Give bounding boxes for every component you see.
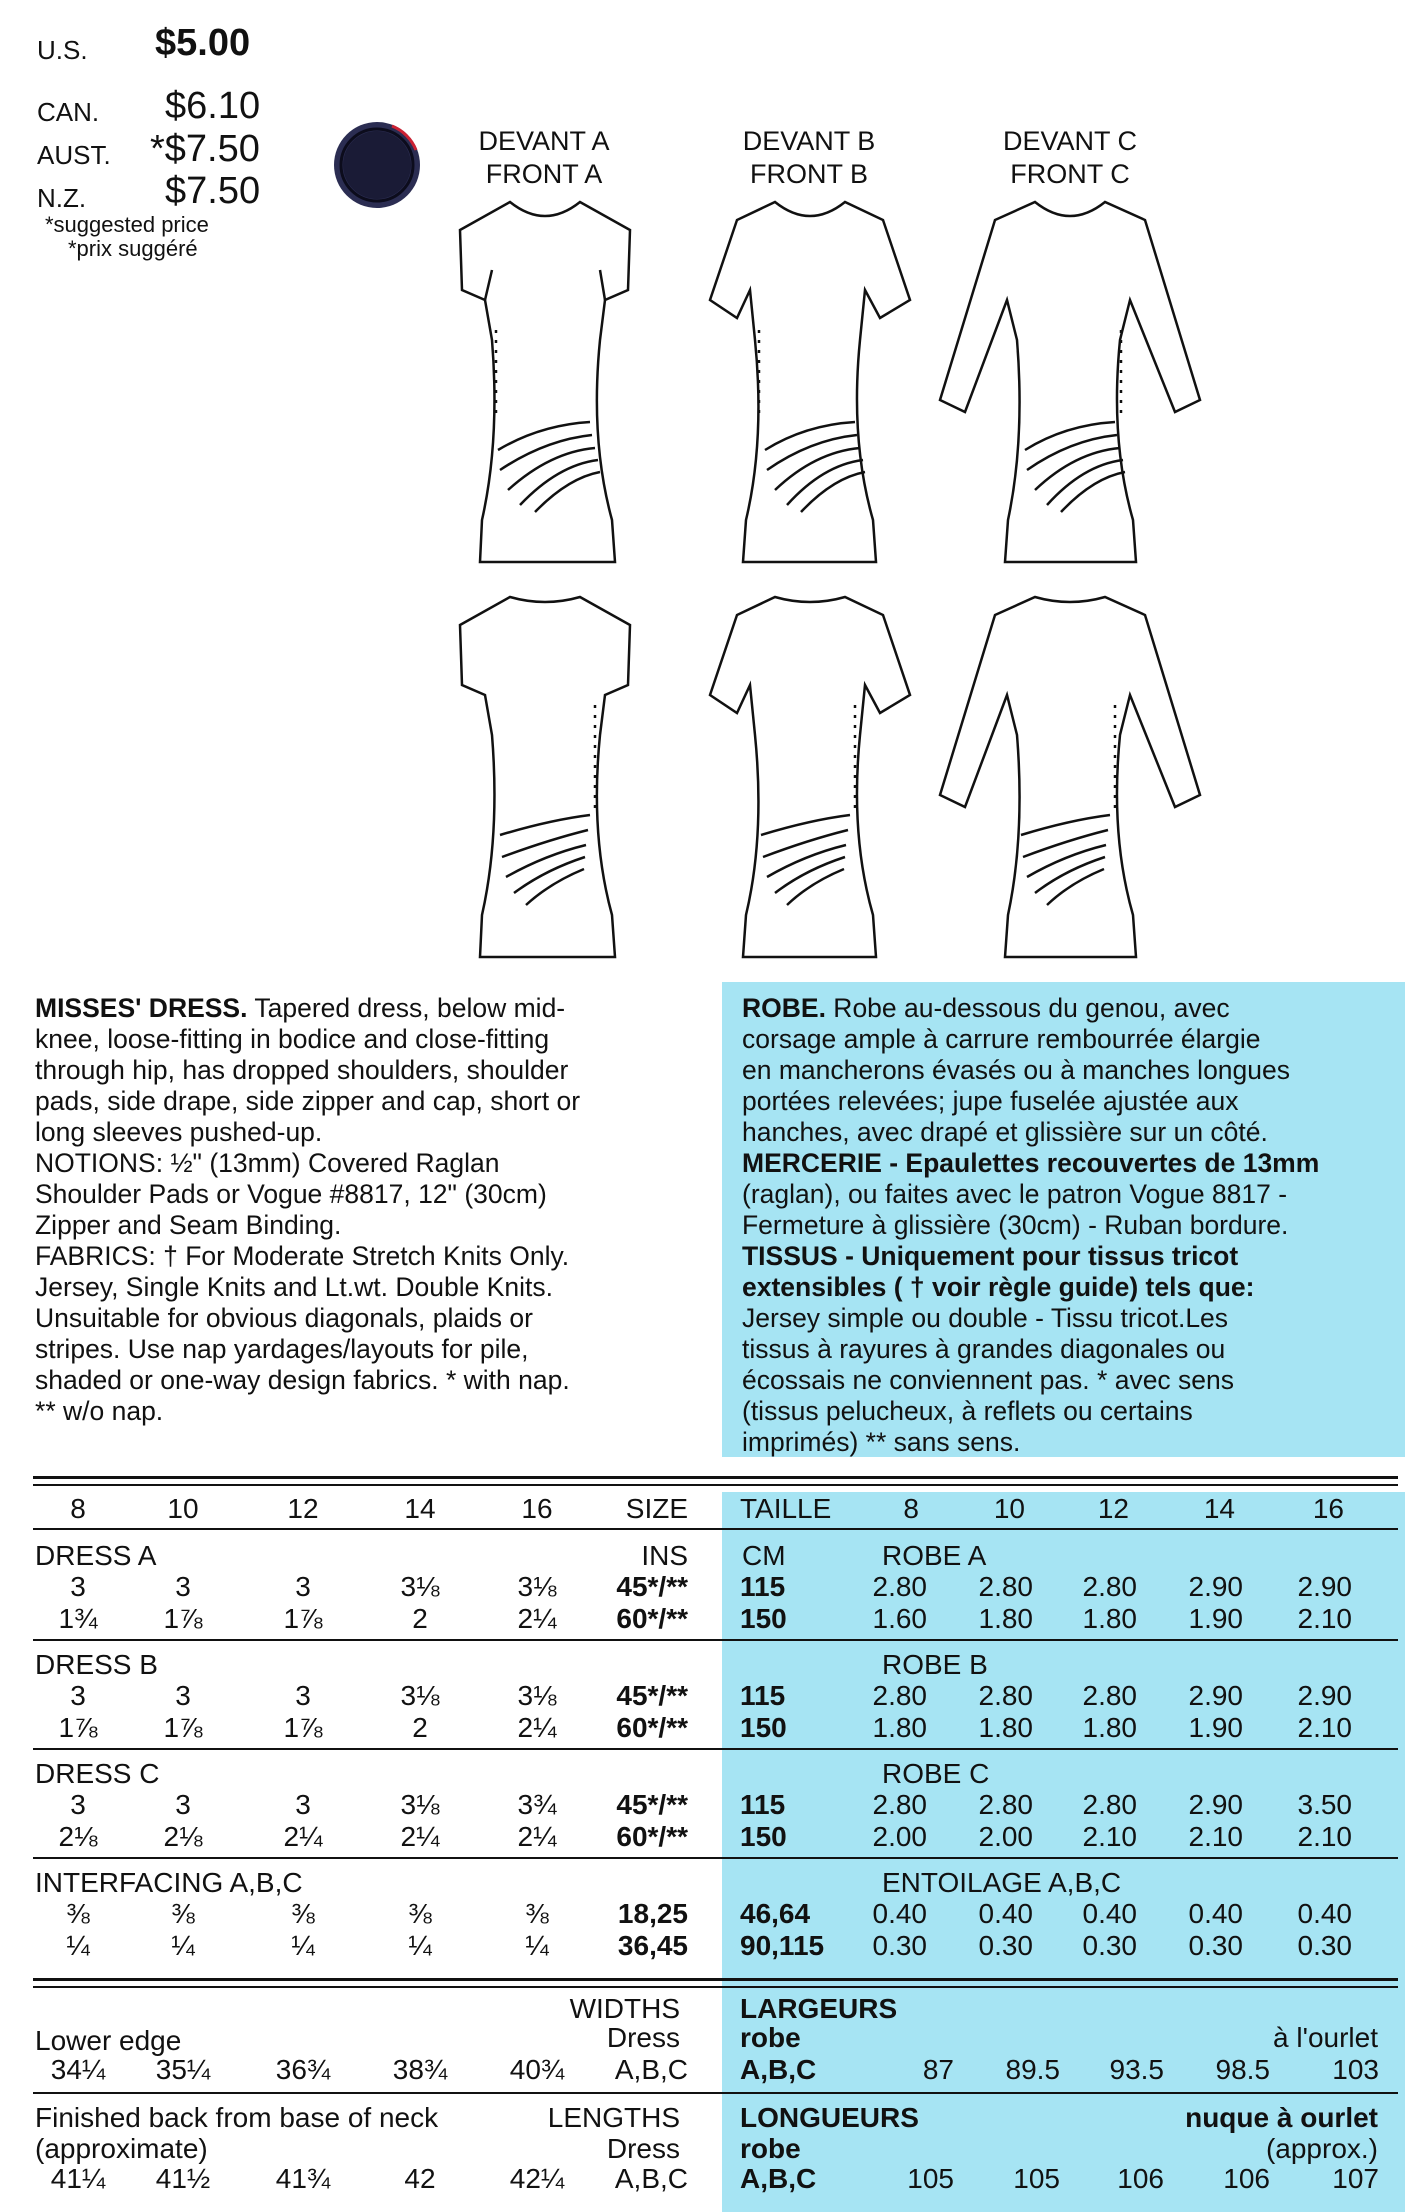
ins-value: ⅜ [525, 1898, 549, 1929]
length-in-value: 42 [404, 2163, 436, 2194]
fabric-width-in: 18,25 [617, 1898, 688, 1929]
widths-views: A,B,C [614, 2054, 688, 2085]
metre-value: 1.90 [1188, 1603, 1243, 1634]
english-line: pads, side drape, side zipper and cap, short or [35, 1086, 581, 1116]
ins-value: 3 [295, 1680, 311, 1711]
length-cm-value: 105 [907, 2163, 954, 2194]
metre-value: 0.30 [1082, 1930, 1137, 1961]
length-cm-value: 106 [1223, 2163, 1270, 2194]
approximate-label: (approximate) [35, 2133, 208, 2164]
width-cm-value: 93.5 [1109, 2054, 1164, 2085]
metre-value: 3.50 [1297, 1789, 1352, 1820]
widths-rule-inner [33, 1986, 1398, 1988]
widths-robe-label: robe [740, 2022, 801, 2053]
fabric-width-cm: 90,115 [740, 1930, 825, 1961]
button-swatch-icon [332, 120, 422, 210]
ins-value: 3⅛ [517, 1680, 557, 1711]
ins-value: 2¼ [517, 1821, 557, 1852]
metre-value: 2.80 [872, 1571, 927, 1602]
dress-a-front-illustration [440, 190, 650, 570]
metre-value: 1.80 [1082, 1603, 1137, 1634]
largeurs-label: LARGEURS [740, 1993, 898, 2024]
french-line: Fermeture à glissière (30cm) - Ruban bordure. [742, 1210, 1289, 1240]
fabric-width-cm: 150 [740, 1821, 787, 1852]
length-in-value: 41½ [155, 2163, 211, 2194]
metre-value: 0.40 [872, 1898, 927, 1929]
header-rule [33, 1528, 1398, 1530]
section-title-fr: ROBE C [882, 1758, 990, 1789]
taille-label: TAILLE [740, 1493, 832, 1524]
section-title-fr: ENTOILAGE A,B,C [882, 1867, 1122, 1898]
cm-label: CM [742, 1540, 786, 1571]
ins-value: ⅜ [291, 1898, 315, 1929]
fabric-width-cm: 150 [740, 1712, 787, 1743]
french-line: extensibles ( † voir règle guide) tels que: [742, 1272, 1255, 1302]
fabric-width-cm: 115 [740, 1680, 786, 1711]
ins-value: 1⅞ [163, 1712, 203, 1743]
figure-b-label [699, 125, 919, 191]
widths-dress-label: Dress [606, 2022, 680, 2053]
english-line: shaded or one-way design fabrics. * with nap. [35, 1365, 570, 1395]
taille-header: 14 [1203, 1493, 1235, 1524]
section-rule [33, 1857, 1398, 1859]
longueurs-label: LONGUEURS [740, 2102, 919, 2133]
ins-value: ⅜ [66, 1898, 90, 1929]
metre-value: 2.80 [978, 1571, 1033, 1602]
length-in-value: 41¼ [50, 2163, 106, 2194]
ins-value: ⅜ [171, 1898, 195, 1929]
width-in-value: 36¾ [275, 2054, 331, 2085]
english-line: FABRICS: † For Moderate Stretch Knits Only. [35, 1241, 570, 1271]
fabric-width-in: 45*/** [616, 1789, 688, 1820]
devant-c-label: DEVANT C [1002, 126, 1138, 156]
french-line: (tissus pelucheux, à reflets ou certains [742, 1396, 1193, 1426]
english-title: MISSES' DRESS. [35, 993, 248, 1023]
section-rule [33, 1639, 1398, 1641]
size-label: SIZE [625, 1493, 688, 1524]
lengths-label: LENGTHS [547, 2102, 680, 2133]
french-line: corsage ample à carrure rembourrée élargie [742, 1024, 1261, 1054]
ins-value: 3 [175, 1571, 191, 1602]
french-line: tissus à rayures à grandes diagonales ou [742, 1334, 1226, 1364]
metre-value: 0.30 [1188, 1930, 1243, 1961]
metre-value: 0.40 [978, 1898, 1033, 1929]
english-description [35, 993, 580, 1427]
ins-value: 2 [412, 1603, 428, 1634]
metre-value: 1.80 [978, 1712, 1033, 1743]
width-cm-value: 103 [1332, 2054, 1379, 2085]
english-line: Unsuitable for obvious diagonals, plaids or [35, 1303, 533, 1333]
finished-back-label: Finished back from base of neck [35, 2102, 439, 2133]
section-title-fr: ROBE A [882, 1540, 987, 1571]
french-line: écossais ne conviennent pas. * avec sens [742, 1365, 1235, 1395]
ins-value: 1¾ [58, 1603, 98, 1634]
devant-b-label: DEVANT B [742, 126, 876, 156]
taille-header: 12 [1097, 1493, 1129, 1524]
section-title-en: INTERFACING A,B,C [35, 1867, 303, 1898]
metre-value: 2.90 [1297, 1571, 1352, 1602]
section-title-en: DRESS A [35, 1540, 157, 1571]
length-cm-value: 106 [1117, 2163, 1164, 2194]
length-in-value: 42¼ [509, 2163, 565, 2194]
fabric-width-cm: 115 [740, 1789, 786, 1820]
metre-value: 0.30 [1297, 1930, 1352, 1961]
metre-value: 2.90 [1297, 1680, 1352, 1711]
metre-value: 0.30 [872, 1930, 927, 1961]
size-header: 10 [167, 1493, 199, 1524]
widths-views-fr: A,B,C [740, 2054, 817, 2085]
english-line: Tapered dress, below mid- [247, 993, 566, 1023]
ins-value: 3 [70, 1680, 86, 1711]
price-nz: $7.50 [165, 170, 261, 212]
ins-value: 3 [175, 1680, 191, 1711]
french-line: imprimés) ** sans sens. [742, 1427, 1021, 1457]
metre-value: 0.40 [1188, 1898, 1243, 1929]
front-b-label: FRONT B [749, 159, 868, 189]
section-title-en: DRESS B [35, 1649, 158, 1680]
fabric-width-in: 60*/** [616, 1712, 688, 1743]
front-a-label: FRONT A [485, 159, 603, 189]
table-top-rule-inner [33, 1484, 1398, 1486]
taille-header: 10 [993, 1493, 1025, 1524]
size-header: 14 [404, 1493, 436, 1524]
price-label-can: CAN. [37, 97, 100, 127]
english-line: knee, loose-fitting in bodice and close-fitting [35, 1024, 550, 1054]
fabric-width-in: 45*/** [616, 1680, 688, 1711]
suggested-price-note: *suggested price [45, 212, 209, 237]
fabric-width-in: 45*/** [616, 1571, 688, 1602]
french-line: portées relevées; jupe fuselée ajustée aux [742, 1086, 1239, 1116]
metre-value: 1.60 [872, 1603, 927, 1634]
ins-value: 2¼ [400, 1821, 440, 1852]
ins-value: 2¼ [517, 1603, 557, 1634]
metre-value: 2.10 [1297, 1603, 1352, 1634]
english-line: ** w/o nap. [35, 1396, 164, 1426]
metre-value: 2.90 [1188, 1571, 1243, 1602]
width-cm-value: 89.5 [1005, 2054, 1060, 2085]
metre-value: 2.80 [978, 1680, 1033, 1711]
ins-value: ¼ [171, 1930, 195, 1961]
ins-value: 3⅛ [400, 1680, 440, 1711]
figure-a-label [434, 125, 654, 191]
section-title-en: DRESS C [35, 1758, 160, 1789]
metre-value: 2.90 [1188, 1680, 1243, 1711]
section-title-fr: ROBE B [882, 1649, 988, 1680]
price-label-aust: AUST. [37, 140, 111, 170]
lengths-rule [33, 2092, 1398, 2094]
metre-value: 2.10 [1082, 1821, 1137, 1852]
metre-value: 0.30 [978, 1930, 1033, 1961]
ins-value: ¼ [66, 1930, 90, 1961]
ins-value: 3⅛ [517, 1571, 557, 1602]
lengths-views-fr: A,B,C [740, 2163, 817, 2194]
ins-value: 3 [175, 1789, 191, 1820]
dress-c-back-illustration [925, 585, 1215, 965]
english-line: stripes. Use nap yardages/layouts for pile, [35, 1334, 529, 1364]
english-line: Shoulder Pads or Vogue #8817, 12" (30cm) [35, 1179, 547, 1209]
price-can: $6.10 [165, 85, 261, 127]
metre-value: 1.80 [978, 1603, 1033, 1634]
french-line: Jersey simple ou double - Tissu tricot.Les [742, 1303, 1229, 1333]
approx-fr-label: (approx.) [1265, 2133, 1378, 2164]
price-aust: *$7.50 [150, 128, 260, 170]
french-line: en mancherons évasés ou à manches longues [742, 1055, 1291, 1085]
metre-value: 2.10 [1188, 1821, 1243, 1852]
english-line: through hip, has dropped shoulders, shoulder [35, 1055, 569, 1085]
french-line: TISSUS - Uniquement pour tissus tricot [742, 1241, 1239, 1271]
ins-value: 2¼ [517, 1712, 557, 1743]
dress-b-front-illustration [705, 190, 915, 570]
french-line: (raglan), ou faites avec le patron Vogue 8817 - [742, 1179, 1288, 1209]
ins-value: ¼ [291, 1930, 315, 1961]
ins-value: 1⅞ [163, 1603, 203, 1634]
dress-c-front-illustration [925, 190, 1215, 570]
table-top-rule [33, 1476, 1398, 1479]
french-line: MERCERIE - Epaulettes recouvertes de 13mm [742, 1148, 1320, 1178]
prix-suggere-note: *prix suggéré [68, 236, 198, 261]
ins-value: 3⅛ [400, 1571, 440, 1602]
price-label-us: U.S. [37, 35, 88, 65]
width-in-value: 35¼ [155, 2054, 211, 2085]
length-cm-value: 107 [1332, 2163, 1379, 2194]
french-title: ROBE. [742, 993, 826, 1023]
metre-value: 2.80 [1082, 1571, 1137, 1602]
width-in-value: 38¾ [392, 2054, 448, 2085]
metre-value: 2.10 [1297, 1712, 1352, 1743]
width-in-value: 34¼ [50, 2054, 106, 2085]
ins-label: INS [641, 1540, 688, 1571]
dress-a-back-illustration [440, 585, 650, 965]
section-rule [33, 1748, 1398, 1750]
metre-value: 2.80 [1082, 1680, 1137, 1711]
ins-value: 2 [412, 1712, 428, 1743]
english-line: NOTIONS: ½" (13mm) Covered Raglan [35, 1148, 500, 1178]
front-c-label: FRONT C [1010, 159, 1130, 189]
ins-value: 3 [295, 1789, 311, 1820]
width-cm-value: 98.5 [1215, 2054, 1270, 2085]
ourlet-label: à l'ourlet [1273, 2022, 1378, 2053]
english-line: long sleeves pushed-up. [35, 1117, 323, 1147]
ins-value: 2¼ [283, 1821, 323, 1852]
metre-value: 1.80 [1082, 1712, 1137, 1743]
metre-value: 1.80 [872, 1712, 927, 1743]
metre-value: 2.80 [872, 1789, 927, 1820]
dress-b-back-illustration [705, 585, 915, 965]
figure-c-label [960, 125, 1180, 191]
english-line: Jersey, Single Knits and Lt.wt. Double Knits. [35, 1272, 553, 1302]
metre-value: 2.00 [872, 1821, 927, 1852]
fabric-width-cm: 150 [740, 1603, 787, 1634]
ins-value: 3 [70, 1789, 86, 1820]
length-in-value: 41¾ [275, 2163, 331, 2194]
fabric-width-cm: 46,64 [740, 1898, 811, 1929]
metre-value: 2.00 [978, 1821, 1033, 1852]
metre-value: 0.40 [1082, 1898, 1137, 1929]
size-header: 16 [521, 1493, 553, 1524]
metre-value: 2.90 [1188, 1789, 1243, 1820]
width-cm-value: 87 [922, 2054, 954, 2085]
nuque-label: nuque à ourlet [1185, 2102, 1378, 2133]
french-line: hanches, avec drapé et glissière sur un côté. [742, 1117, 1268, 1147]
ins-value: 1⅞ [58, 1712, 98, 1743]
lower-edge-label: Lower edge [35, 2025, 182, 2056]
fabric-width-in: 60*/** [616, 1603, 688, 1634]
fabric-width-in: 60*/** [616, 1821, 688, 1852]
metre-value: 2.10 [1297, 1821, 1352, 1852]
taille-header: 16 [1312, 1493, 1344, 1524]
ins-value: 1⅞ [283, 1603, 323, 1634]
widths-rule [33, 1978, 1398, 1981]
lengths-dress-label: Dress [606, 2133, 680, 2164]
width-in-value: 40¾ [509, 2054, 565, 2085]
taille-header: 8 [903, 1493, 919, 1524]
fabric-width-cm: 115 [740, 1571, 786, 1602]
length-cm-value: 105 [1013, 2163, 1060, 2194]
ins-value: 3 [295, 1571, 311, 1602]
metre-value: 1.90 [1188, 1712, 1243, 1743]
size-header: 12 [287, 1493, 319, 1524]
ins-value: ¼ [525, 1930, 549, 1961]
size-header: 8 [70, 1493, 86, 1524]
price-label-nz: N.Z. [37, 183, 87, 213]
ins-value: 3⅛ [400, 1789, 440, 1820]
fabric-width-in: 36,45 [617, 1930, 688, 1961]
ins-value: 3 [70, 1571, 86, 1602]
ins-value: 1⅞ [283, 1712, 323, 1743]
ins-value: 2⅛ [163, 1821, 203, 1852]
lengths-robe-label: robe [740, 2133, 801, 2164]
english-line: Zipper and Seam Binding. [35, 1210, 342, 1240]
ins-value: ⅜ [408, 1898, 432, 1929]
widths-label: WIDTHS [569, 1993, 680, 2024]
ins-value: ¼ [408, 1930, 432, 1961]
ins-value: 2⅛ [58, 1821, 98, 1852]
price-us: $5.00 [155, 22, 251, 64]
metre-value: 2.80 [872, 1680, 927, 1711]
ins-value: 3¾ [517, 1789, 557, 1820]
french-description [742, 993, 1319, 1458]
french-line: Robe au-dessous du genou, avec [825, 993, 1230, 1023]
metre-value: 2.80 [1082, 1789, 1137, 1820]
metre-value: 0.40 [1297, 1898, 1352, 1929]
devant-a-label: DEVANT A [478, 126, 610, 156]
metre-value: 2.80 [978, 1789, 1033, 1820]
lengths-views: A,B,C [614, 2163, 688, 2194]
